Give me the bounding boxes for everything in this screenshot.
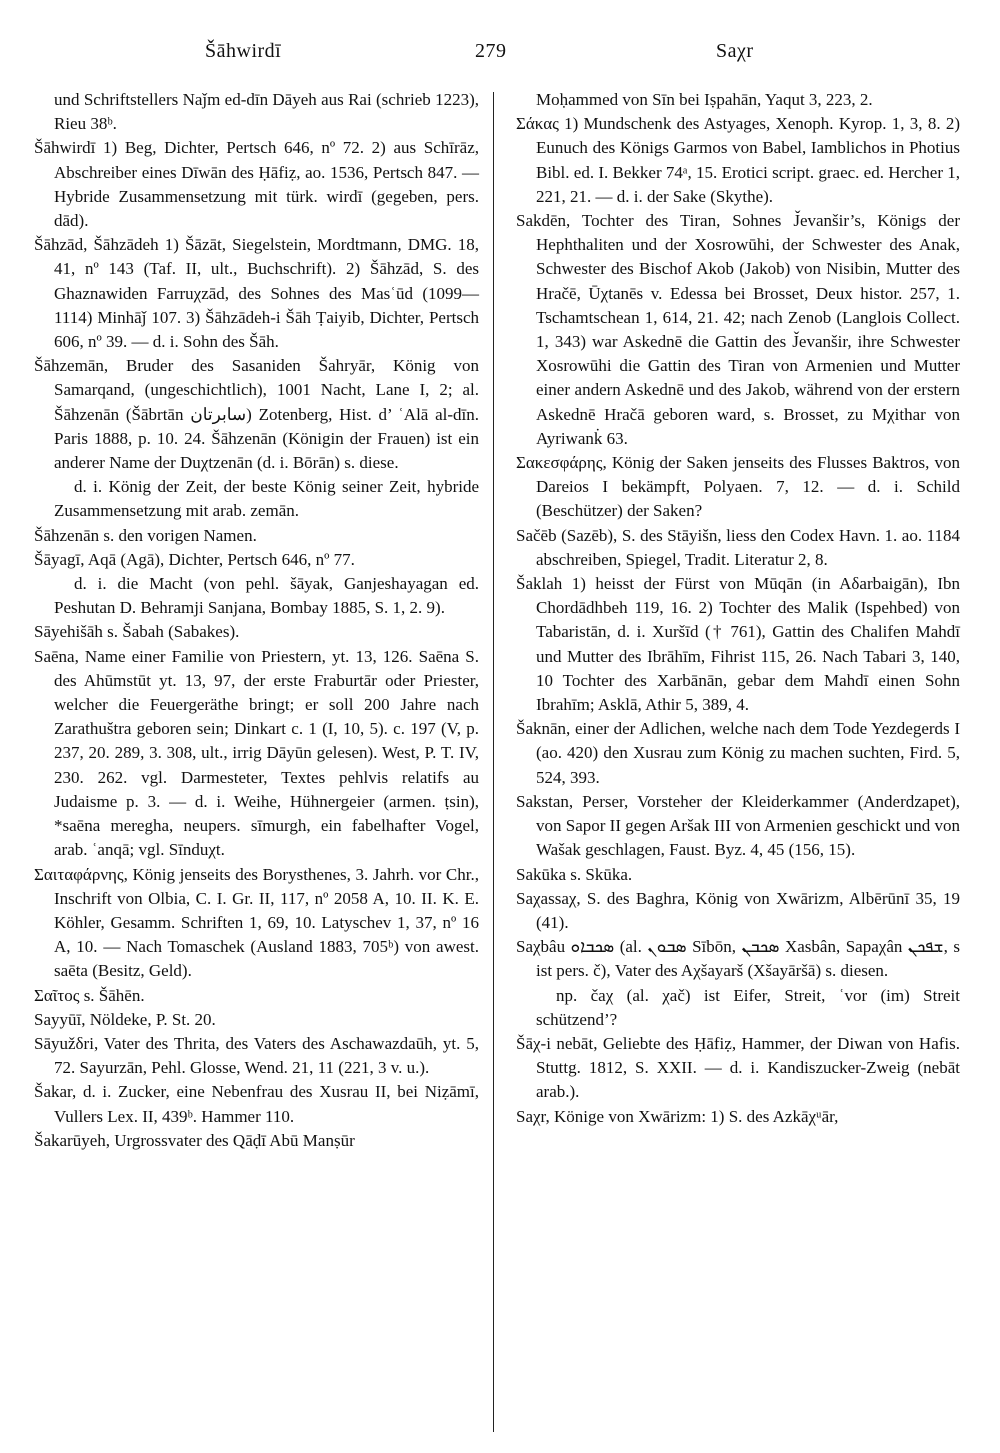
entry: Šāyagī, Aqā (Agā), Dichter, Pertsch 646, nº 77. — [34, 549, 355, 569]
entry: np. čaχ (al. χač) ist Eifer, Streit, ʿvor (im) Streit schützend’? — [536, 985, 960, 1029]
entry: Šakar, d. i. Zucker, eine Nebenfrau des Xusrau II, bei Niẓāmī, Vullers Lex. II, 439ᵇ. Hammer 110. — [34, 1082, 479, 1126]
entry: Σάκας 1) Mundschenk des Astyages, Xenoph. Kyrop. 1, 3, 8. 2) Eunuch des Königs Garmos von Babel, Iamblichos in Photius Bibl. ed. I. Bekker 74ᵃ, 15. Erotici script. graec. ed. Hercher 1, 221, 21. — d. i. der Sake (Skythe). — [516, 114, 960, 206]
entry: Σαῖτος s. Šāhēn. — [34, 985, 145, 1005]
entry: Šāχ-i nebāt, Geliebte des Ḥāfiẓ, Hammer, der Diwan von Hafis. Stuttg. 1812, S. XXII. — d. i. Kandiszucker-Zweig (nebāt arab.). — [516, 1033, 960, 1102]
entry: Σακεσφάρης, König der Saken jenseits des Flusses Baktros, von Dareios I bekämpft, Polyaen. 7, 12. — d. i. Schild (Beschützer) der Saken? — [516, 453, 960, 521]
entry: und Schriftstellers Naǰm ed-dīn Dāyeh aus Rai (schrieb 1223), Rieu 38ᵇ. — [54, 90, 479, 134]
running-head-right: Saχr — [716, 40, 754, 62]
entry: Šaknān, einer der Adlichen, welche nach dem Tode Yezdegerds I (ao. 420) den Xusrau zum König zu machen suchten, Fird. 5, 524, 393. — [516, 719, 960, 787]
column-divider — [493, 92, 494, 1432]
entry: Šāhzād, Šāhzādeh 1) Šāzāt, Siegelstein, Mordtmann, DMG. 18, 41, nº 143 (Taf. II, ult., Buchschrift). 2) Šāhzād, S. des Ghaznawiden Farruχzād, des Sohnes des Masʿūd (1099—1114) Minhāǰ 107. 3) Šāhzādeh-i Šāh Ṭaiyib, Dichter, Pertsch 606, nº 39. — d. i. Sohn des Šāh. — [34, 235, 479, 352]
entry: Šāhzenān s. den vorigen Namen. — [34, 525, 257, 545]
entry: Saχbâu ܣܟܒܐܘ (al. ܣܒܘܢ Sībōn, ܣܟܒܢ Xasbân, Sapaχân ܫܦܟܢ, s ist pers. č), Vater des Aχšayarš (Xšayāršā) s. diesen. — [516, 937, 960, 981]
entry: Šāhzemān, Bruder des Sasaniden Šahryār, König von Samarqand, (ungeschichtlich), 1001 Nacht, Lane I, 2; al. Šāhzenān (Šābrtān سابرتان) Zotenberg, Hist. d’ ʿAlā al-dīn. Paris 1888, p. 10. 24. Šāhzenān (Königin der Frauen) ist ein anderer Name der Duχtzenān (d. i. Bōrān) s. diese. — [34, 356, 479, 473]
entry: Sakdēn, Tochter des Tiran, Sohnes J̌evanšir’s, Königs der Hephthaliten und der Xosrowūhi, der Schwester des Anak, Schwester des Bischof Akob (Jakob) von Nisibin, Mutter des Hračē, Ūχtanēs v. Edessa bei Brosset, Deux histor. 257, 1. Tschamtschean 1, 614, 21. 42; nach Zenob (Langlois Collect. 1, 343) war Askednē die Gattin des J̌evanšir, ihre Schwester Xosrowūhi die Gattin des Tiran von Armenien und Mutter einer andern Askednē und des Jakob, während von der erstern Askednē Hračā geboren ward, s. Brosset, zu Mχithar von Ayriwank̇ 63. — [516, 211, 960, 448]
entry: Sačēb (Sazēb), S. des Stāyišn, liess den Codex Havn. 1. ao. 1184 abschreiben, Spiegel, Tradit. Literatur 2, 8. — [516, 525, 960, 569]
entry: Sayyūī, Nöldeke, P. St. 20. — [34, 1009, 216, 1029]
right-column — [516, 88, 960, 1129]
entry: Šāhwirdī 1) Beg, Dichter, Pertsch 646, nº 72. 2) aus Schīrāz, Abschreiber eines Dīwān des Ḥāfiẓ, ao. 1536, Pertsch 847. — Hybride Zusammensetzung mit türk. wirdī (gegeben, pers. dād). — [34, 138, 479, 231]
entry: d. i. König der Zeit, der beste König seiner Zeit, hybride Zusammensetzung mit arab. zemān. — [54, 477, 479, 521]
entry: Saχr, Könige von Xwārizm: 1) S. des Azkāχᵘār, — [516, 1106, 839, 1126]
running-head-left: Šāhwirdī — [205, 40, 282, 62]
entry: d. i. die Macht (von pehl. šāyak, Ganjeshayagan ed. Peshutan D. Behramji Sanjana, Bombay 1885, S. 1, 2. 9). — [54, 574, 479, 618]
entry: Sakūka s. Skūka. — [516, 864, 633, 884]
page-number: 279 — [475, 40, 507, 62]
entry: Šakarūyeh, Urgrossvater des Qāḍī Abū Manṣūr — [34, 1130, 355, 1150]
entry: Saχassaχ, S. des Baghra, König von Xwārizm, Albērūnī 35, 19 (41). — [516, 888, 960, 932]
entry: Sāyužδri, Vater des Thrita, des Vaters des Aschawazdaūh, yt. 5, 72. Sayurzān, Pehl. Glosse, Wend. 21, 11 (221, 3 v. u.). — [34, 1033, 479, 1078]
left-column — [34, 88, 479, 1153]
entry: Saēna, Name einer Familie von Priestern, yt. 13, 126. Saēna S. des Ahūmstūt yt. 13, 97, der erste Fraburtār oder Priester, welcher die Feuergeräthe bringt; er soll 200 Jahre nach Zarathuštra geboren sein; Dinkart c. 1 (I, 10, 5). c. 197 (V, p. 237, 20. 289, 3. 308, ult., irrig Dāyūn gelesen). West, P. T. IV, 230. 262. vgl. Darmesteter, Textes pehlvis relatifs au Judaisme p. 3. — d. i. Weihe, Hühnergeier (armen. ṭsin), *saēna meregha, neupers. sīmurgh, ein fabelhafter Vogel, arab. ʿanqā; vgl. Sīnduχt. — [34, 646, 479, 860]
entry: Moḥammed von Sīn bei Iṣpahān, Yaqut 3, 223, 2. — [536, 90, 873, 109]
entry: Sakstan, Perser, Vorsteher der Kleiderkammer (Anderdzapet), von Sapor II gegen Aršak III von Armenien geschickt und von Wašak geschlagen, Faust. Byz. 4, 45 (156, 15). — [516, 791, 960, 860]
entry: Σαιταφάρνης, König jenseits des Borysthenes, 3. Jahrh. vor Chr., Inschrift von Olbia, C. I. Gr. II, 117, nº 2058 A, 10. II. K. E. Köhler, Gesamm. Schriften 1, 69, 10. Latyschev 1, 37, nº 16 A, 10. — Nach Tomaschek (Ausland 1883, 705ᵇ) von awest. saēta (Besitz, Geld). — [34, 864, 479, 981]
entry: Sāyehišāh s. Šabah (Sabakes). — [34, 622, 240, 642]
entry: Šaklah 1) heisst der Fürst von Mūqān (in Aδarbaigān), Ibn Chordādhbeh 119, 16. 2) Tochter des Malik (Ispehbed) von Tabaristān, d. i. Xuršīd († 761), Gattin des Chalifen Mahdī und Mutter des Ibrāhīm, Fihrist 115, 26. Nach Tabari 3, 140, 10 Tochter des Xarbānān, gebar dem Mahdī einen Sohn Ibrahīm; Asklā, Athir 5, 389, 4. — [516, 574, 960, 715]
